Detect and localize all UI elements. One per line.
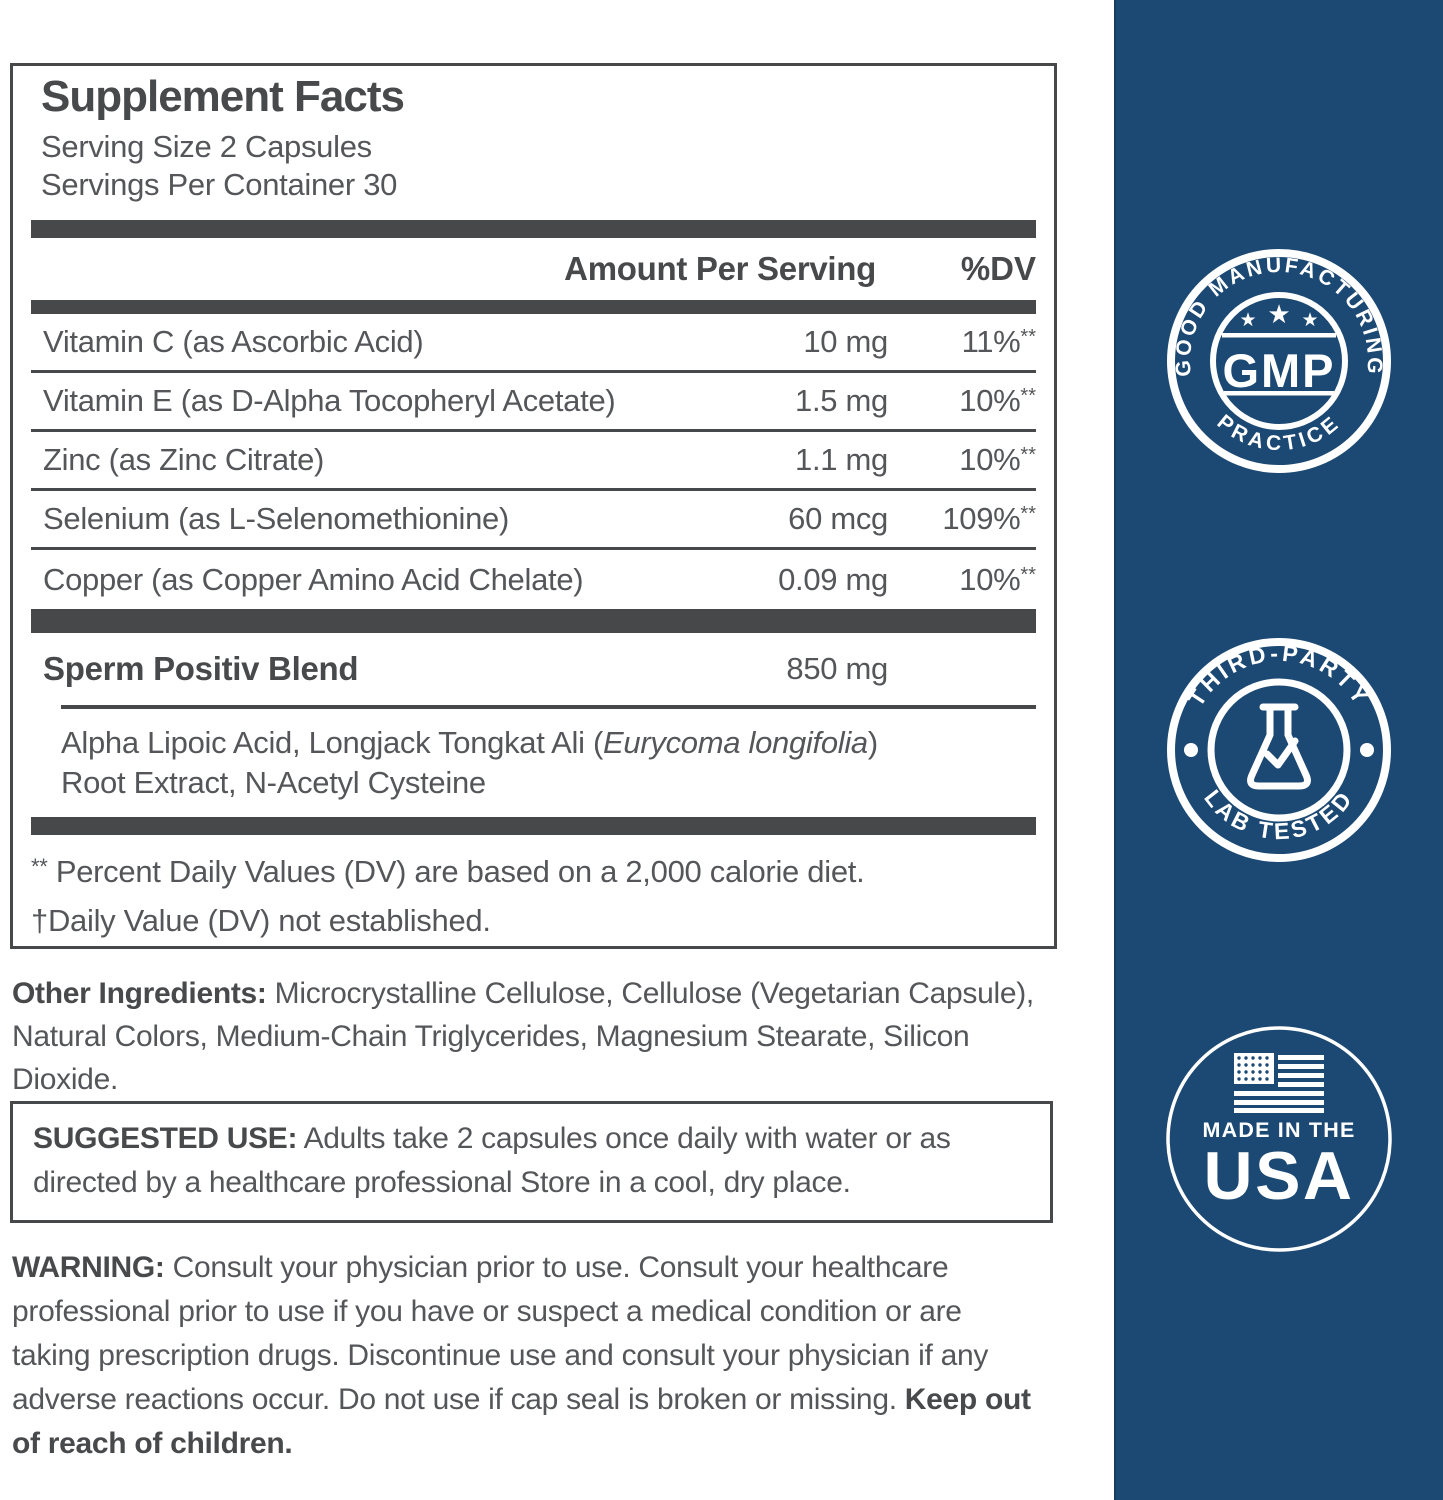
nutrient-amount: 10 mg — [803, 324, 888, 359]
serving-size: Serving Size 2 Capsules — [41, 129, 372, 164]
footnotes — [31, 849, 1036, 944]
blend-ingredients — [61, 723, 1036, 803]
table-row — [31, 550, 1036, 609]
gmp-badge-icon — [1161, 243, 1397, 479]
dv-footnote-mark: ** — [1020, 444, 1036, 466]
svg-text:GOOD MANUFACTURING: GOOD MANUFACTURING — [1171, 253, 1387, 378]
footnote-dv: ** Percent Daily Values (DV) are based on a 2,000 calorie diet. — [31, 854, 865, 889]
panel-title: Supplement Facts — [41, 72, 404, 121]
nutrient-name: Vitamin E (as D-Alpha Tocopheryl Acetate) — [43, 383, 616, 418]
svg-text:★: ★ — [1301, 310, 1319, 331]
blend-separator-line — [61, 705, 1036, 709]
other-ingredients: Other Ingredients: Microcrystalline Cellulose, Cellulose (Vegetarian Capsule), Natural Colors, Medium-Chain Triglycerides, Magnesium Stearate, Silicon Dioxide. — [12, 977, 1034, 1096]
nutrient-amount: 1.1 mg — [795, 442, 888, 477]
other-ingredients-label: Other Ingredients: — [12, 977, 267, 1010]
nutrient-amount: 1.5 mg — [795, 383, 888, 418]
svg-text:THIRD-PARTY: THIRD-PARTY — [1182, 639, 1376, 711]
svg-text:PRACTICE: PRACTICE — [1212, 410, 1346, 456]
nutrient-name: Selenium (as L-Selenomethionine) — [43, 501, 509, 536]
badge-sidebar — [1114, 0, 1443, 1500]
servings-per-container: Servings Per Container 30 — [41, 167, 398, 202]
divider-bar-top — [31, 220, 1036, 238]
dv-footnote-mark: ** — [1020, 385, 1036, 407]
blend-ingredients-line2: Root Extract, N-Acetyl Cysteine — [61, 765, 486, 800]
dv-footnote-mark: ** — [1020, 563, 1036, 586]
svg-text:★: ★ — [1239, 310, 1257, 331]
table-row — [31, 491, 1036, 550]
column-header-dv: %DV — [960, 250, 1036, 287]
footnote-mark: † — [31, 903, 48, 938]
suggested-use-label: SUGGESTED USE: — [33, 1122, 298, 1155]
nutrient-name: Zinc (as Zinc Citrate) — [43, 442, 325, 477]
table-header-row — [31, 238, 1036, 300]
divider-bar-bottom — [31, 817, 1036, 835]
blend-ingredients-line1: Alpha Lipoic Acid, Longjack Tongkat Ali (Eurycoma longifolia) — [61, 725, 878, 760]
footnote-dagger: †Daily Value (DV) not established. — [31, 903, 491, 938]
footnote-mark: ** — [31, 854, 48, 879]
nutrient-name: Vitamin C (as Ascorbic Acid) — [43, 324, 424, 359]
dv-footnote-mark: ** — [1020, 503, 1036, 525]
blend-row — [31, 633, 1036, 705]
blend-amount: 850 mg — [786, 651, 888, 686]
warning-text: WARNING: Consult your physician prior to use. Consult your healthcare professional prior to use if you have or suspect a medical condition or are taking prescription drugs. Discontinue use and consult your physician if any adverse reactions occur. Do not use if cap seal is broken or missing. Keep out of reach of children. — [12, 1251, 1031, 1460]
suggested-use-box: SUGGESTED USE: Adults take 2 capsules once daily with water or as directed by a healthcare professional Store in a cool, dry place. — [10, 1101, 1053, 1223]
svg-text:GMP: GMP — [1222, 344, 1336, 397]
usa-flag-icon — [1234, 1053, 1324, 1113]
nutrient-dv: 10%** — [959, 383, 1036, 418]
nutrient-dv: 109%** — [942, 501, 1036, 536]
table-row — [31, 314, 1036, 373]
divider-bar-blend — [31, 609, 1036, 633]
flask-icon — [1251, 707, 1308, 786]
botanical-name: Eurycoma longifolia — [603, 725, 868, 760]
nutrient-dv: 11%** — [961, 324, 1036, 359]
table-row — [31, 373, 1036, 432]
svg-text:USA: USA — [1203, 1138, 1355, 1214]
warning-label: WARNING: — [12, 1251, 165, 1284]
made-in-usa-badge-icon — [1161, 1021, 1397, 1257]
svg-text:MADE IN THE: MADE IN THE — [1202, 1118, 1356, 1142]
dv-footnote-mark: ** — [1020, 326, 1036, 348]
column-header-amount: Amount Per Serving — [564, 250, 876, 287]
supplement-facts-panel — [10, 63, 1057, 949]
nutrient-amount: 60 mcg — [788, 501, 888, 536]
svg-text:★: ★ — [1267, 299, 1291, 329]
warning-bold-end: Keep out of reach of children. — [12, 1383, 1031, 1460]
blend-name: Sperm Positiv Blend — [43, 650, 359, 687]
table-row — [31, 432, 1036, 491]
nutrient-amount: 0.09 mg — [778, 561, 888, 597]
lab-tested-badge-icon — [1161, 632, 1397, 868]
divider-bar-header — [31, 300, 1036, 314]
nutrient-dv: 10%** — [959, 561, 1036, 597]
nutrient-name: Copper (as Copper Amino Acid Chelate) — [43, 561, 584, 597]
svg-text:LAB TESTED: LAB TESTED — [1199, 784, 1359, 845]
nutrient-dv: 10%** — [959, 442, 1036, 477]
